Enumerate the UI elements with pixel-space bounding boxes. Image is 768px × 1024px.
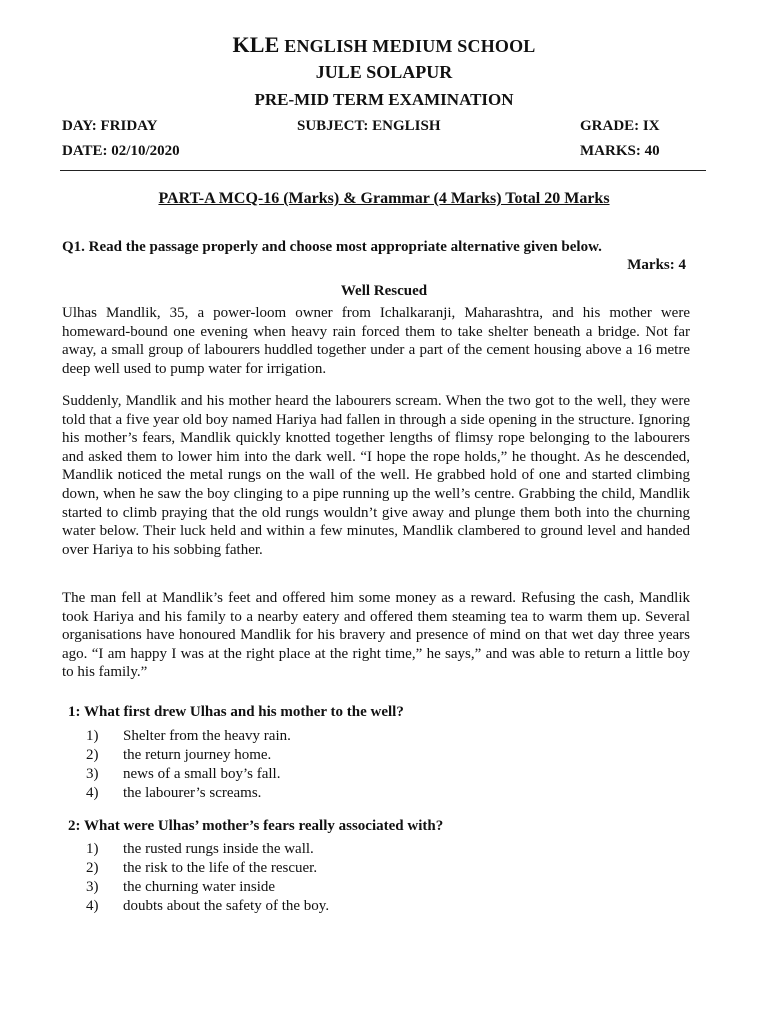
option-item [86,765,291,784]
option-item [86,727,291,746]
option-text: doubts about the safety of the boy. [123,898,330,914]
option-number: 3) [86,766,99,782]
option-item [86,859,329,878]
q1-marks: Marks: 4 [627,257,686,273]
question-2: 2: What were Ulhas’ mother’s fears really associated with? [68,818,444,834]
school-name-prefix: KLE [232,32,280,57]
exam-subject: SUBJECT: ENGLISH [297,118,441,134]
option-number: 3) [86,879,99,895]
option-text: the return journey home. [123,747,272,763]
option-number: 4) [86,785,99,801]
passage-paragraph: Ulhas Mandlik, 35, a power-loom owner from Ichalkaranji, Maharashtra, and his mother were homeward-bound one evening when heavy rain forced them to take shelter beneath a bridge. Not far away, a small group of labourers huddled together under a part of the cement housing above a 16 metre deep well used to pump water for irrigation. [62,305,690,377]
exam-grade: GRADE: IX [580,118,660,134]
passage-paragraph: Suddenly, Mandlik and his mother heard the labourers scream. When the two got to the well, they were told that a five year old boy named Hariya had fallen in through a side opening in the structure. Ignoring his mother’s fears, Mandlik quickly knotted together lengths of flimsy rope belonging to the labourers and asked them to lower him into the dark well. “I hope the rope holds,” he thought. As he descended, Mandlik noticed the metal rungs on the wall of the well. He grabbed hold of one and started climbing down, when he saw the boy clinging to a pipe running up the well’s centre. Grabbing the child, Mandlik started to climb praying that the old rungs wouldn’t give away and plunge them both into the churning water below. Their luck held and within a few minutes, Mandlik clambered to ground level and handed over Hariya to his sobbing father. [62,393,690,558]
option-number: 1) [86,728,99,744]
header-divider [60,170,706,171]
q1-instruction: Q1. Read the passage properly and choose most appropriate alternative given below. [62,239,602,255]
part-heading: PART-A MCQ-16 (Marks) & Grammar (4 Marks) Total 20 Marks [158,190,610,207]
exam-title: PRE-MID TERM EXAMINATION [254,90,514,109]
passage-title: Well Rescued [340,283,428,299]
option-item [86,897,329,916]
option-text: the rusted rungs inside the wall. [123,841,314,857]
school-name-rest: ENGLISH MEDIUM SCHOOL [284,36,536,56]
exam-date: DATE: 02/10/2020 [62,143,180,159]
option-item [86,840,329,859]
option-item [86,746,291,765]
option-text: the risk to the life of the rescuer. [123,860,318,876]
question-1-options [86,727,291,803]
option-text: the churning water inside [123,879,276,895]
option-number: 2) [86,747,99,763]
option-text: the labourer’s screams. [123,785,262,801]
exam-marks: MARKS: 40 [580,143,660,159]
option-item [86,878,329,897]
option-item [86,784,291,803]
option-text: news of a small boy’s fall. [123,766,281,782]
question-2-options [86,840,329,916]
school-name [0,32,768,58]
question-1: 1: What first drew Ulhas and his mother to the well? [68,704,404,720]
option-number: 2) [86,860,99,876]
option-text: Shelter from the heavy rain. [123,728,291,744]
exam-day: DAY: FRIDAY [62,118,158,134]
option-number: 4) [86,898,99,914]
school-place: JULE SOLAPUR [315,62,453,82]
option-number: 1) [86,841,99,857]
passage-paragraph: The man fell at Mandlik’s feet and offered him some money as a reward. Refusing the cash, Mandlik took Hariya and his family to a nearby eatery and offered them steaming tea to warm them up. Several organisations have honoured Mandlik for his bravery and presence of mind on that wet day three years ago. “I am happy I was at the right place at the right time,” he says,” and was able to return a little boy to his family.” [62,590,690,681]
